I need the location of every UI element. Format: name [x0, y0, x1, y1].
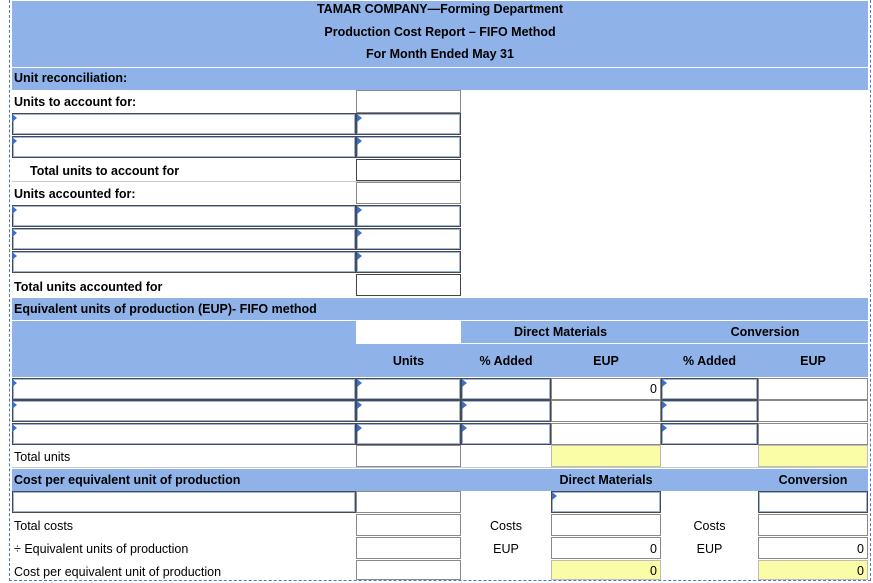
- total-conv-eup-cell: [758, 445, 868, 467]
- dropdown-arrow-icon: [662, 379, 667, 387]
- eup-row2-units-input[interactable]: [356, 400, 461, 422]
- cpeu-row-label-input[interactable]: [12, 491, 356, 513]
- dropdown-arrow-icon: [357, 137, 362, 145]
- eup-col-units: Units: [392, 354, 425, 368]
- dropdown-arrow-icon: [357, 379, 362, 387]
- dropdown-arrow-icon: [462, 424, 467, 432]
- cpeu-dm-result-value: 0: [650, 564, 657, 578]
- eup-col-pct-dm: % Added: [479, 354, 533, 368]
- total-units-to-account-value: [356, 159, 461, 181]
- dropdown-arrow-icon: [462, 401, 467, 409]
- eup-row1-units-input[interactable]: [356, 378, 461, 400]
- units-to-account-row1-label-input[interactable]: [12, 113, 356, 135]
- dropdown-arrow-icon: [12, 379, 17, 387]
- dropdown-arrow-icon: [552, 492, 557, 500]
- units-to-account-header-cell: [356, 90, 461, 113]
- eup-row1-pct-dm-input[interactable]: [461, 378, 551, 400]
- total-units-label: Total units: [14, 450, 71, 464]
- units-to-account-label: Units to account for:: [14, 95, 137, 109]
- cpeu-conv-result-value: 0: [857, 564, 864, 578]
- units-accounted-row3-units-input[interactable]: [356, 251, 461, 273]
- eup-row3-pct-conv-input[interactable]: [661, 423, 758, 445]
- dropdown-arrow-icon: [357, 229, 362, 237]
- units-accounted-header-cell: [356, 182, 461, 204]
- total-dm-eup-cell: [551, 445, 661, 467]
- units-to-account-row2-units-input[interactable]: [356, 136, 461, 158]
- eup-title: Equivalent units of production (EUP)- FIFO method: [14, 302, 317, 316]
- eup-word-dm: EUP: [493, 542, 519, 556]
- total-costs-label: Total costs: [14, 519, 74, 533]
- units-accounted-row2-units-input[interactable]: [356, 228, 461, 250]
- cpeu-dm-header: Direct Materials: [559, 473, 653, 487]
- eup-col-eup-conv: EUP: [800, 354, 826, 368]
- dropdown-arrow-icon: [462, 379, 467, 387]
- units-accounted-row3-label-input[interactable]: [12, 251, 356, 273]
- total-units-accounted-label: Total units accounted for: [14, 280, 163, 294]
- divide-blank-cell: [356, 537, 461, 559]
- cpeu-result-label: Cost per equivalent unit of production: [14, 565, 222, 579]
- eup-row3-units-input[interactable]: [356, 423, 461, 445]
- units-to-account-row2-label-input[interactable]: [12, 136, 356, 158]
- units-accounted-row1-units-input[interactable]: [356, 205, 461, 227]
- eup-col-pct-conv: % Added: [682, 354, 736, 368]
- divide-dm-value: 0: [650, 542, 657, 556]
- company-title: TAMAR COMPANY—Forming Department: [316, 2, 564, 16]
- divide-eup-label: ÷ Equivalent units of production: [14, 542, 189, 556]
- total-units-accounted-value: [356, 274, 461, 296]
- eup-row2-label-input[interactable]: [12, 400, 356, 422]
- eup-row3-conv-eup-cell: [758, 423, 868, 445]
- unit-reconciliation-title: Unit reconciliation:: [14, 71, 128, 85]
- dropdown-arrow-icon: [12, 401, 17, 409]
- dropdown-arrow-icon: [12, 229, 17, 237]
- eup-row1-label-input[interactable]: [12, 378, 356, 400]
- eup-row2-pct-conv-input[interactable]: [661, 400, 758, 422]
- total-units-to-account-label: Total units to account for: [30, 164, 180, 178]
- units-accounted-label: Units accounted for:: [14, 187, 136, 201]
- cpeu-conv-header: Conversion: [778, 473, 848, 487]
- cpeu-band-mid: [661, 468, 758, 491]
- cpeu-dm-input[interactable]: [551, 491, 661, 513]
- eup-dm-header: Direct Materials: [513, 325, 608, 339]
- dropdown-arrow-icon: [12, 424, 17, 432]
- eup-word-conv: EUP: [696, 542, 723, 556]
- eup-row1-pct-conv-input[interactable]: [661, 378, 758, 400]
- report-title: Production Cost Report – FIFO Method: [324, 25, 556, 39]
- costs-word-dm: Costs: [490, 519, 522, 533]
- cpeu-result-blank-cell: [356, 560, 461, 580]
- dropdown-arrow-icon: [12, 114, 17, 122]
- eup-conv-header: Conversion: [730, 325, 800, 339]
- total-costs-dm-cell: [551, 514, 661, 536]
- eup-row1-dm-eup-value: 0: [650, 382, 657, 396]
- dropdown-arrow-icon: [357, 252, 362, 260]
- eup-row3-label-input[interactable]: [12, 423, 356, 445]
- dropdown-arrow-icon: [357, 401, 362, 409]
- units-header-spacer: [356, 320, 461, 343]
- cpeu-title: Cost per equivalent unit of production: [14, 473, 241, 487]
- eup-row3-pct-dm-input[interactable]: [461, 423, 551, 445]
- unit-reconciliation-band: [12, 67, 868, 90]
- total-costs-blank-cell: [356, 514, 461, 536]
- eup-header-band-left: [12, 320, 356, 377]
- dropdown-arrow-icon: [357, 114, 362, 122]
- period-title: For Month Ended May 31: [366, 47, 514, 61]
- cpeu-conv-input[interactable]: [758, 491, 868, 513]
- eup-col-eup-dm: EUP: [593, 354, 619, 368]
- dropdown-arrow-icon: [662, 401, 667, 409]
- units-accounted-row2-label-input[interactable]: [12, 228, 356, 250]
- eup-row2-dm-eup-cell: [551, 400, 661, 422]
- units-to-account-row1-units-input[interactable]: [356, 113, 461, 135]
- cpeu-blank-cell: [356, 491, 461, 513]
- dropdown-arrow-icon: [662, 424, 667, 432]
- total-units-units-cell: [356, 445, 461, 467]
- dropdown-arrow-icon: [12, 206, 17, 214]
- total-costs-conv-cell: [758, 514, 868, 536]
- divide-conv-value: 0: [857, 542, 864, 556]
- dropdown-arrow-icon: [12, 252, 17, 260]
- eup-row3-dm-eup-cell: [551, 423, 661, 445]
- dropdown-arrow-icon: [357, 424, 362, 432]
- eup-row2-conv-eup-cell: [758, 400, 868, 422]
- costs-word-conv: Costs: [693, 519, 726, 533]
- units-accounted-row1-label-input[interactable]: [12, 205, 356, 227]
- dropdown-arrow-icon: [12, 137, 17, 145]
- dropdown-arrow-icon: [357, 206, 362, 214]
- eup-row2-pct-dm-input[interactable]: [461, 400, 551, 422]
- eup-row1-conv-eup-cell: [758, 378, 868, 400]
